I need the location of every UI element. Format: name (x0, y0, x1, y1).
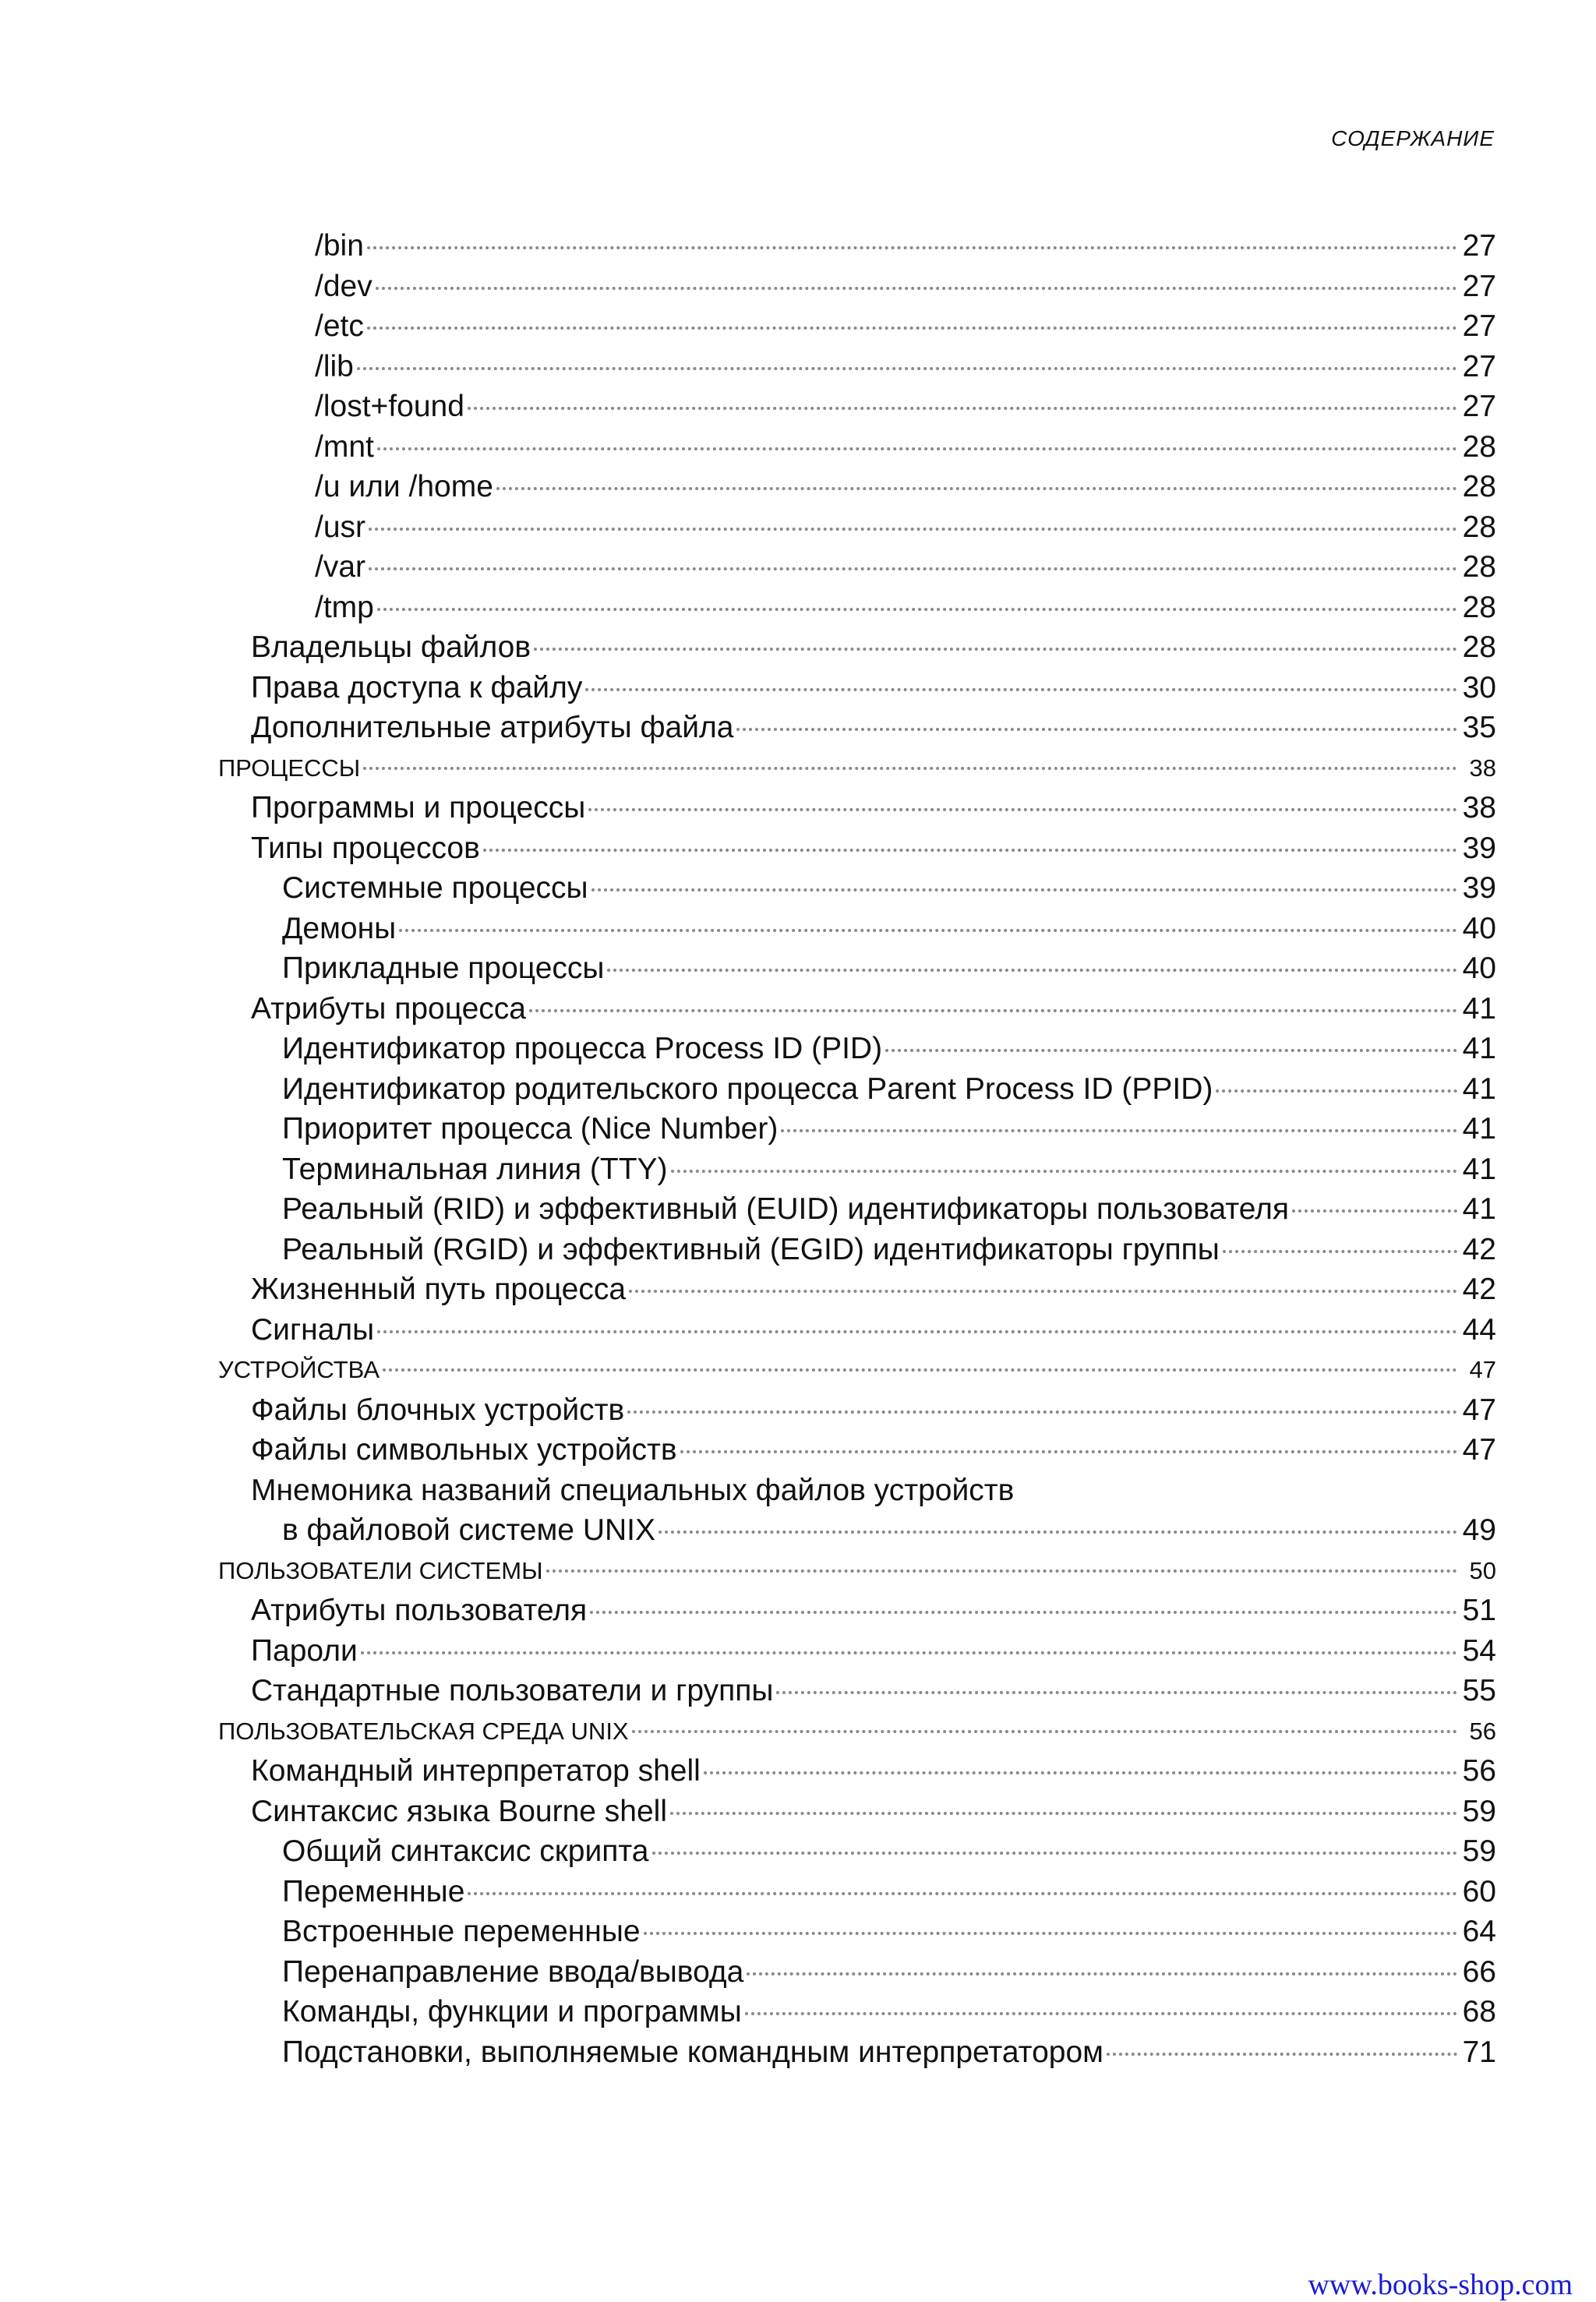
toc-dot-leader (591, 888, 1457, 891)
toc-page-number: 27 (1462, 390, 1496, 423)
toc-entry-title: Терминальная линия (TTY) (282, 1153, 668, 1186)
toc-entry-title: Стандартные пользователи и группы (251, 1674, 774, 1707)
toc-dot-leader (627, 1411, 1457, 1414)
toc-page-number: 40 (1462, 912, 1496, 945)
toc-entry[interactable] (0, 627, 1496, 668)
toc-entry-title: Реальный (RID) и эффективный (EUID) идентификаторы пользователя (282, 1192, 1290, 1226)
toc-entry-title: Синтаксис языка Bourne shell (251, 1795, 668, 1828)
toc-entry-title: Переменные (282, 1875, 465, 1908)
toc-page-number: 60 (1462, 1875, 1496, 1908)
toc-page-number: 40 (1462, 952, 1496, 985)
toc-entry[interactable] (0, 868, 1496, 909)
toc-dot-leader (652, 1852, 1458, 1855)
toc-entry[interactable] (0, 1189, 1496, 1230)
toc-dot-leader (483, 849, 1457, 852)
toc-dot-leader (671, 1170, 1457, 1173)
toc-entry[interactable] (0, 1310, 1496, 1350)
toc-entry[interactable] (0, 1751, 1496, 1792)
toc-dot-leader (1216, 1089, 1457, 1093)
toc-dot-leader (367, 246, 1457, 249)
toc-section[interactable] (0, 1551, 1496, 1591)
toc-page-number: 41 (1462, 992, 1496, 1026)
toc-entry-title: Командный интерпретатор shell (251, 1754, 701, 1788)
toc-dot-leader (747, 1972, 1457, 1975)
toc-entry-title: /tmp (315, 591, 374, 624)
toc-entry-title: Файлы блочных устройств (251, 1393, 625, 1427)
running-head: СОДЕРЖАНИЕ (1331, 126, 1495, 150)
toc-dot-leader (607, 969, 1457, 972)
toc-entry[interactable] (0, 1109, 1496, 1149)
toc-entry[interactable] (0, 1390, 1496, 1431)
toc-page-number: 54 (1462, 1634, 1496, 1668)
toc-entry-title: /etc (315, 309, 364, 343)
toc-page-number: 28 (1462, 430, 1496, 464)
toc-dot-leader (585, 688, 1457, 691)
toc-page-number: 59 (1462, 1834, 1496, 1868)
toc-entry[interactable] (0, 588, 1496, 628)
toc-dot-leader (383, 1368, 1457, 1372)
toc-page-number: 27 (1462, 309, 1496, 343)
toc-entry[interactable] (0, 1912, 1496, 1952)
toc-entry-title: Атрибуты процесса (251, 992, 526, 1026)
toc-entry-title: Жизненный путь процесса (251, 1273, 627, 1306)
toc-dot-leader (781, 1129, 1457, 1132)
toc-entry-title: Идентификатор родительского процесса Parent Process ID (PPID) (282, 1072, 1213, 1106)
toc-entry-title: в файловой системе UNIX (282, 1513, 656, 1547)
toc-entry-title: УСТРОЙСТВА (218, 1356, 380, 1383)
toc-entry-title: Команды, функции и программы (282, 1995, 742, 2028)
toc-entry-title: Встроенные переменные (282, 1915, 641, 1948)
toc-page-number: 27 (1462, 229, 1496, 263)
toc-page-number: 28 (1462, 550, 1496, 584)
toc-page-number: 41 (1462, 1153, 1496, 1186)
toc-dot-leader (590, 1611, 1457, 1614)
toc-entry[interactable] (0, 1671, 1496, 1711)
toc-entry-title: Реальный (RGID) и эффективный (EGID) идентификаторы группы (282, 1233, 1220, 1266)
toc-entry[interactable] (0, 909, 1496, 949)
toc-entry[interactable] (0, 1149, 1496, 1190)
toc-page-number: 41 (1462, 1072, 1496, 1106)
toc-entry[interactable] (0, 1872, 1496, 1912)
toc-entry-title: /usr (315, 510, 366, 544)
toc-page-number: 38 (1462, 791, 1496, 824)
toc-dot-leader (361, 1651, 1457, 1654)
toc-entry[interactable] (0, 547, 1496, 588)
toc-page-number: 47 (1469, 1356, 1496, 1383)
toc-entry[interactable] (0, 226, 1496, 267)
toc-entry[interactable] (0, 668, 1496, 708)
toc-dot-leader (704, 1771, 1457, 1774)
toc-dot-leader (745, 2012, 1457, 2015)
toc-page-number: 28 (1462, 470, 1496, 503)
toc-dot-leader (399, 929, 1457, 932)
toc-page-number: 55 (1462, 1674, 1496, 1707)
toc-dot-leader (1292, 1209, 1457, 1213)
toc-page-number: 30 (1462, 671, 1496, 704)
toc-page-number: 27 (1462, 350, 1496, 383)
toc-entry[interactable] (0, 267, 1496, 307)
toc-entry-title: /var (315, 550, 366, 584)
toc-entry[interactable] (0, 1069, 1496, 1110)
toc-entry-title: Файлы символьных устройств (251, 1433, 677, 1467)
toc-entry[interactable] (0, 1230, 1496, 1270)
toc-dot-leader (885, 1049, 1457, 1052)
toc-entry-title: Системные процессы (282, 871, 588, 905)
toc-page-number: 66 (1462, 1955, 1496, 1989)
toc-dot-leader (369, 528, 1457, 531)
toc-page-number: 41 (1462, 1192, 1496, 1226)
toc-entry[interactable] (0, 1269, 1496, 1310)
toc-dot-leader (644, 1932, 1457, 1935)
toc-entry-title: Дополнительные атрибуты файла (251, 711, 734, 744)
toc-entry[interactable] (0, 387, 1496, 427)
toc-entry[interactable] (0, 507, 1496, 548)
toc-entry-title: Атрибуты пользователя (251, 1594, 588, 1627)
toc-entry-title: /mnt (315, 430, 374, 464)
toc-dot-leader (376, 287, 1457, 290)
toc-dot-leader (1107, 2053, 1457, 2056)
toc-entry[interactable] (0, 1831, 1496, 1872)
toc-page-number: 42 (1462, 1233, 1496, 1266)
toc-section[interactable] (0, 748, 1496, 789)
toc-dot-leader (670, 1812, 1457, 1815)
toc-entry-title: /lost+found (315, 390, 464, 423)
toc-entry[interactable] (0, 708, 1496, 748)
toc-page-number: 56 (1469, 1718, 1496, 1745)
footer-site-url[interactable]: www.books-shop.com (1308, 2268, 1573, 2301)
toc-entry[interactable] (0, 2032, 1496, 2073)
toc-entry-title: Программы и процессы (251, 791, 586, 824)
toc-page-number: 49 (1462, 1513, 1496, 1547)
toc-dot-leader (1223, 1250, 1457, 1253)
toc-page-number: 71 (1462, 2035, 1496, 2069)
toc-dot-leader (680, 1450, 1457, 1453)
toc-entry[interactable] (0, 1471, 1496, 1511)
toc-page-number: 28 (1462, 510, 1496, 544)
toc-entry-title: Права доступа к файлу (251, 671, 583, 704)
toc-entry[interactable] (0, 1952, 1496, 1993)
toc-dot-leader (496, 487, 1457, 490)
toc-page-number: 47 (1462, 1433, 1496, 1467)
toc-entry[interactable] (0, 948, 1496, 989)
toc-entry-title: Общий синтаксис скрипта (282, 1834, 649, 1868)
toc-page-number: 38 (1469, 754, 1496, 782)
toc-entry-title: /dev (315, 270, 373, 303)
toc-page-number: 41 (1462, 1112, 1496, 1146)
toc-page-number: 35 (1462, 711, 1496, 744)
toc-entry-title: Перенаправление ввода/вывода (282, 1955, 744, 1989)
toc-entry[interactable] (0, 427, 1496, 468)
toc-dot-leader (377, 1330, 1457, 1333)
toc-entry[interactable] (0, 1430, 1496, 1471)
toc-entry-title: Идентификатор процесса Process ID (PID) (282, 1032, 883, 1065)
toc-entry-title: Типы процессов (251, 831, 480, 865)
toc-entry[interactable] (0, 1792, 1496, 1832)
toc-entry[interactable] (0, 989, 1496, 1029)
toc-page-number: 68 (1462, 1995, 1496, 2028)
toc-entry-title: Владельцы файлов (251, 630, 531, 664)
toc-dot-leader (468, 407, 1457, 410)
toc-page-number: 39 (1462, 871, 1496, 905)
toc-dot-leader (377, 608, 1457, 611)
toc-entry-title: Демоны (282, 912, 397, 945)
toc-entry-title: Мнемоника названий специальных файлов устройств (251, 1474, 1015, 1507)
toc-page-number: 41 (1462, 1032, 1496, 1065)
toc-dot-leader (736, 728, 1457, 731)
toc-dot-leader (369, 567, 1457, 570)
toc-page-number: 59 (1462, 1795, 1496, 1828)
toc-dot-leader (776, 1691, 1457, 1694)
toc-page-number: 28 (1462, 630, 1496, 664)
toc-section[interactable] (0, 1711, 1496, 1752)
toc-entry[interactable] (0, 1992, 1496, 2032)
toc-dot-leader (588, 808, 1457, 811)
toc-dot-leader (529, 1009, 1457, 1012)
toc-page-number: 27 (1462, 270, 1496, 303)
toc-entry[interactable] (0, 347, 1496, 387)
toc-dot-leader (629, 1290, 1457, 1293)
toc-entry[interactable] (0, 1029, 1496, 1069)
toc-dot-leader (546, 1569, 1457, 1573)
toc-entry-title: Приоритет процесса (Nice Number) (282, 1112, 779, 1146)
toc-entry-title: ПОЛЬЗОВАТЕЛЬСКАЯ СРЕДА UNIX (218, 1718, 629, 1745)
toc-page-number: 51 (1462, 1594, 1496, 1627)
toc-page-number: 28 (1462, 591, 1496, 624)
toc-entry[interactable] (0, 828, 1496, 869)
toc-dot-leader (468, 1892, 1457, 1895)
toc-page-number: 47 (1462, 1393, 1496, 1427)
toc-dot-leader (534, 648, 1457, 651)
toc-dot-leader (632, 1730, 1457, 1733)
toc-entry-title: /lib (315, 350, 354, 383)
toc-page-number: 39 (1462, 831, 1496, 865)
toc-page-number: 56 (1462, 1754, 1496, 1788)
toc-entry-title: Пароли (251, 1634, 358, 1668)
toc-dot-leader (659, 1531, 1457, 1534)
toc-entry-title: ПРОЦЕССЫ (218, 754, 361, 782)
toc-entry-title: /bin (315, 229, 364, 263)
toc-entry-title: ПОЛЬЗОВАТЕЛИ СИСТЕМЫ (218, 1557, 543, 1584)
toc-page-number: 44 (1462, 1313, 1496, 1347)
toc-dot-leader (357, 367, 1457, 370)
toc-entry-title: Подстановки, выполняемые командным интерпретатором (282, 2035, 1103, 2069)
toc-section[interactable] (0, 1350, 1496, 1390)
toc-dot-leader (367, 327, 1457, 330)
toc-entry-title: Сигналы (251, 1313, 375, 1347)
toc-dot-leader (377, 447, 1457, 450)
toc-entry[interactable] (0, 1510, 1496, 1551)
toc-entry[interactable] (0, 467, 1496, 507)
toc-entry[interactable] (0, 788, 1496, 828)
toc-entry[interactable] (0, 1631, 1496, 1672)
toc-dot-leader (363, 767, 1457, 770)
toc-page-number: 64 (1462, 1915, 1496, 1948)
toc-entry[interactable] (0, 1591, 1496, 1631)
toc-page-number: 42 (1462, 1273, 1496, 1306)
toc-page-number: 50 (1469, 1557, 1496, 1584)
toc-entry-title: /u или /home (315, 470, 493, 503)
toc-entry-title: Прикладные процессы (282, 952, 605, 985)
toc-entry[interactable] (0, 306, 1496, 347)
